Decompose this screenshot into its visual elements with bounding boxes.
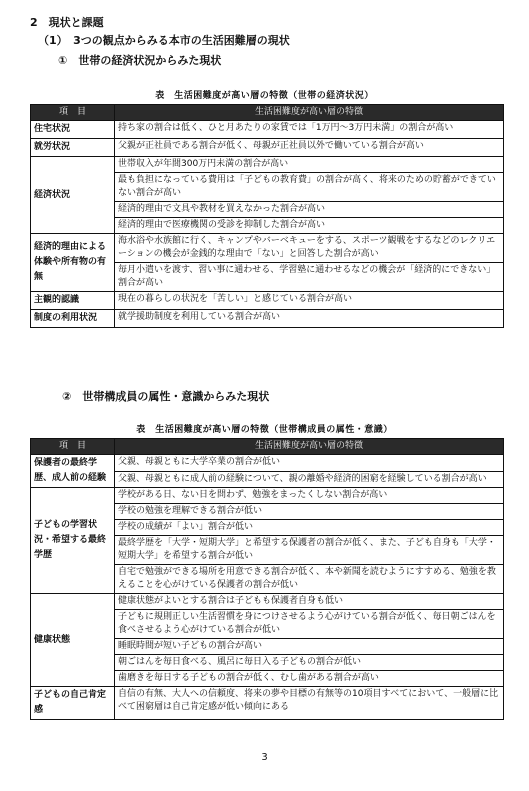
feature-cell: 最も負担になっている費用は「子どもの教育費」の割合が高く、将来のための貯蓄ができていない割合が高い [115, 173, 504, 202]
attribute-features-table [30, 438, 504, 720]
table-row [31, 121, 504, 139]
feature-cell: 最終学歴を「大学・短期大学」と希望する保護者の割合が低く、また、子ども自身も「大学・短期大学」を希望する割合が低い [115, 536, 504, 565]
column-header-features: 生活困難度が高い層の特徴 [115, 105, 504, 121]
feature-cell: 睡眠時間が短い子どもの割合が高い [115, 639, 504, 655]
column-header-item: 項 目 [31, 105, 115, 121]
section-heading: 2 現状と課題 [30, 16, 104, 29]
table-row [31, 687, 504, 720]
row-category: 就労状況 [31, 139, 115, 157]
table1-caption: 表 生活困難度が高い層の特徴（世帯の経済状況） [155, 91, 374, 101]
table-row [31, 157, 504, 173]
table-header-row [31, 439, 504, 455]
economic-status-heading: ① 世帯の経済状況からみた現状 [58, 54, 222, 67]
feature-cell: 学校の成績が「よい」割合が低い [115, 520, 504, 536]
table-row [31, 234, 504, 263]
feature-cell: 学校の勉強を理解できる割合が低い [115, 504, 504, 520]
feature-cell: 父親、母親ともに成人前の経験について、親の離婚や経済的困窮を経験している割合が高い [115, 471, 504, 488]
table2-caption: 表 生活困難度が高い層の特徴（世帯構成員の属性・意識） [136, 425, 393, 435]
feature-cell: 自信の有無、大人への信頼度、将来の夢や目標の有無等の10項目すべてにおいて、一般層に比べて困窮層は自己肯定感が低い傾向にある [115, 687, 504, 720]
row-category: 保護者の最終学歴、成人前の経験 [31, 455, 115, 488]
feature-cell: 就学援助制度を利用している割合が高い [115, 310, 504, 328]
household-attributes-heading: ② 世帯構成員の属性・意識からみた現状 [62, 390, 270, 403]
feature-cell: 歯磨きを毎日する子どもの割合が低く、むし歯がある割合が高い [115, 671, 504, 687]
row-category: 子どもの学習状況・希望する最終学歴 [31, 488, 115, 594]
feature-cell: 自宅で勉強ができる場所を用意できる割合が低く、本や新聞を読むようにすすめる、勉強を教えることを心がけている保護者の割合が低い [115, 565, 504, 594]
feature-cell: 父親が正社員である割合が低く、母親が正社員以外で働いている割合が高い [115, 139, 504, 157]
column-header-features: 生活困難度が高い層の特徴 [115, 439, 504, 455]
table-row [31, 455, 504, 472]
economic-features-table [30, 104, 504, 328]
page-number: 3 [261, 752, 268, 763]
row-category: 経済的理由による体験や所有物の有無 [31, 234, 115, 292]
feature-cell: 学校がある日、ない日を問わず、勉強をまったくしない割合が高い [115, 488, 504, 504]
feature-cell: 世帯収入が年間300万円未満の割合が高い [115, 157, 504, 173]
table-row [31, 292, 504, 310]
feature-cell: 父親、母親ともに大学卒業の割合が低い [115, 455, 504, 472]
row-category: 主観的認識 [31, 292, 115, 310]
feature-cell: 現在の暮らしの状況を「苦しい」と感じている割合が高い [115, 292, 504, 310]
table-row [31, 488, 504, 504]
feature-cell: 経済的理由で文具や教材を買えなかった割合が高い [115, 202, 504, 218]
feature-cell: 経済的理由で医療機関の受診を抑制した割合が高い [115, 218, 504, 234]
feature-cell: 子どもに規則正しい生活習慣を身につけさせるよう心がけている割合が低く、毎日朝ごはんを食べさせるよう心がけている割合が低い [115, 610, 504, 639]
table-row [31, 139, 504, 157]
table-row [31, 310, 504, 328]
feature-cell: 健康状態がよいとする割合は子どもも保護者自身も低い [115, 594, 504, 610]
row-category: 経済状況 [31, 157, 115, 234]
table-header-row [31, 105, 504, 121]
subsection-heading: （1） 3つの観点からみる本市の生活困難層の現状 [38, 34, 290, 47]
feature-cell: 持ち家の割合は低く、ひと月あたりの家賃では「1万円～3万円未満」の割合が高い [115, 121, 504, 139]
table1-body [31, 121, 504, 328]
row-category: 制度の利用状況 [31, 310, 115, 328]
row-category: 健康状態 [31, 594, 115, 687]
table2-body [31, 455, 504, 720]
feature-cell: 海水浴や水族館に行く、キャンプやバーベキューをする、スポーツ観戦をするなどのレクリエーションの機会が金銭的な理由で「ない」と回答した割合が高い [115, 234, 504, 263]
row-category: 住宅状況 [31, 121, 115, 139]
column-header-item: 項 目 [31, 439, 115, 455]
row-category: 子どもの自己肯定感 [31, 687, 115, 720]
feature-cell: 朝ごはんを毎日食べる、風呂に毎日入る子どもの割合が低い [115, 655, 504, 671]
feature-cell: 毎月小遣いを渡す、習い事に通わせる、学習塾に通わせるなどの機会が「経済的にできない」割合が高い [115, 263, 504, 292]
table-row [31, 594, 504, 610]
